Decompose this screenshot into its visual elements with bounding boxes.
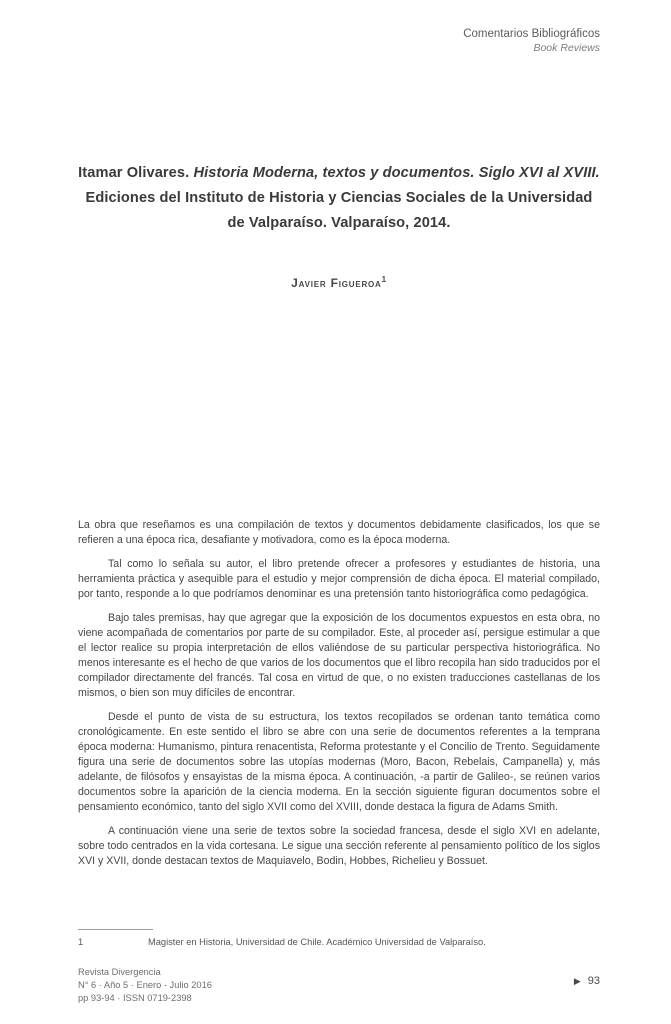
section-title: Comentarios Bibliográficos [463, 28, 600, 40]
article-title [78, 161, 600, 236]
paragraph: A continuación viene una serie de textos sobre la sociedad francesa, desde el siglo XVI en adelante, sobre todo centrados en la vida cortesana. Le sigue una sección referente al pensamiento político de los siglos XVI y XVII, donde destacan textos de Maquiavelo, Bodin, Hobbes, Richelieu y Bossuet. [78, 825, 600, 867]
title-plain-1: Itamar Olivares. [78, 165, 194, 181]
footer-pages-issn: pp 93-94 · ISSN 0719-2398 [78, 993, 192, 1003]
page-number-marker [574, 975, 600, 987]
footer-imprint [78, 966, 600, 1005]
title-plain-2: Ediciones del Instituto de Historia y Ciencias Sociales de la Universidad de Valparaíso. Valparaíso, 2014. [85, 190, 593, 231]
paragraph: Desde el punto de vista de su estructura, los textos recopilados se ordenan tanto temática como cronológicamente. En este sentido el libro se abre con una serie de documentos referentes a la temprana época moderna: Humanismo, pintura renacentista, Reforma protestante y el Concilio de Trento. Seguidamente figura una serie de documentos sobre las utopías modernas (Moro, Bacon, Rebelais, Campanella) y, más adelante, de filósofos y ensayistas de la misma época. A continuación, -a partir de Galileo-, se reúnen varios documentos sobre la aparición de la ciencia moderna. En la sección siguiente figuran documentos sobre el pensamiento económico, tanto del siglo XVII como del XVIII, donde destaca la figura de Adams Smith. [78, 711, 600, 813]
page-number: 93 [587, 975, 600, 987]
footnote-divider [78, 929, 153, 930]
footnote-text: Magister en Historia, Universidad de Chile. Académico Universidad de Valparaíso. [148, 937, 486, 947]
title-italic: Historia Moderna, textos y documentos. Siglo XVI al XVIII. [193, 165, 600, 181]
footnote-number: 1 [78, 937, 84, 947]
author-text: Javier Figueroa [291, 276, 382, 290]
author-name [78, 276, 600, 290]
running-head [463, 27, 600, 55]
article-body [78, 518, 600, 878]
paragraph: Tal como lo señala su autor, el libro pretende ofrecer a profesores y estudiantes de historia, una herramienta práctica y asequible para el estudio y mejor comprensión de dicha época. El material compilado, por tanto, responde a lo que podríamos denominar es una pretensión tanto historiográfica como pedagógica. [78, 558, 600, 600]
footer-journal-name: Revista Divergencia [78, 967, 161, 977]
paragraph: Bajo tales premisas, hay que agregar que la exposición de los documentos expuestos en esta obra, no viene acompañada de comentarios por parte de su compilador. Este, al proceder así, persigue estimular a que el lector realice su propia interpretación de ellos valiéndose de su particular perspectiva historiográfica. No menos interesante es el hecho de que varios de los documentos que el libro recopila han sido traducidos por el compilador directamente del francés. Tal cosa en virtud de que, o no existen traducciones castellanas de los mismos, o bien son muy difíciles de encontrar. [78, 612, 600, 699]
triangle-icon: ▶ [573, 975, 581, 986]
author-footnote-ref: 1 [381, 275, 387, 284]
section-subtitle: Book Reviews [533, 42, 600, 54]
footer-issue-info: N° 6 · Año 5 · Enero - Julio 2016 [78, 980, 212, 990]
paragraph: La obra que reseñamos es una compilación de textos y documentos debidamente clasificados, los que se refieren a una época rica, desafiante y motivadora, como es la época moderna. [78, 519, 600, 546]
footnote [78, 936, 600, 948]
